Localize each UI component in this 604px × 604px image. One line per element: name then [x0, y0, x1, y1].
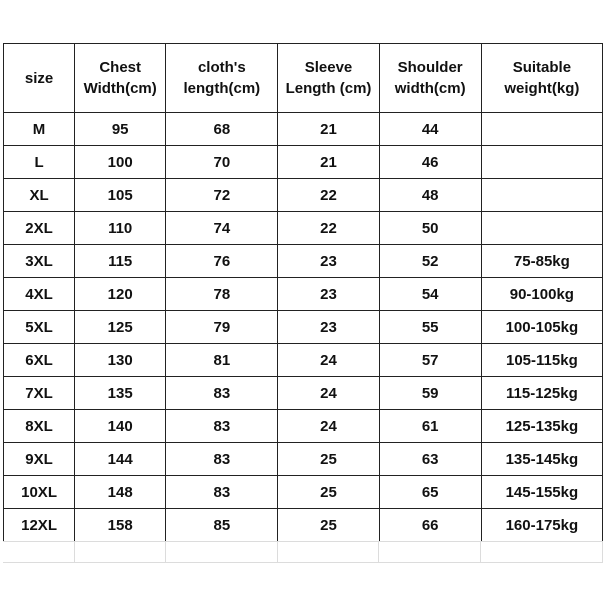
cell-shoulder-width: 59: [379, 377, 481, 410]
table-row: [4, 311, 603, 344]
cell-suitable-weight: 115-125kg: [481, 377, 602, 410]
cell-shoulder-width: 44: [379, 113, 481, 146]
table-row: [4, 344, 603, 377]
cell-size: 3XL: [4, 245, 75, 278]
cell-cloth-length: 70: [166, 146, 278, 179]
cell-chest-width: 130: [75, 344, 166, 377]
header-suitable-weight-line2: weight(kg): [504, 80, 580, 97]
cell-size: L: [4, 146, 75, 179]
header-cloth-length-line2: length(cm): [183, 80, 261, 97]
gridline: [165, 542, 166, 562]
header-size-label: size: [24, 69, 54, 87]
cell-cloth-length: 81: [166, 344, 278, 377]
cell-size: XL: [4, 179, 75, 212]
cell-shoulder-width: 63: [379, 443, 481, 476]
table-row: [4, 146, 603, 179]
cell-size: M: [4, 113, 75, 146]
cell-shoulder-width: 55: [379, 311, 481, 344]
header-chest-width-line2: Width(cm): [83, 80, 157, 97]
cell-cloth-length: 72: [166, 179, 278, 212]
size-rows: [4, 113, 603, 542]
cell-sleeve-length: 21: [278, 146, 379, 179]
cell-sleeve-length: 23: [278, 245, 379, 278]
cell-shoulder-width: 66: [379, 509, 481, 542]
cell-sleeve-length: 24: [278, 377, 379, 410]
cell-shoulder-width: 52: [379, 245, 481, 278]
cell-suitable-weight: 160-175kg: [481, 509, 602, 542]
cell-suitable-weight: 75-85kg: [481, 245, 602, 278]
header-shoulder-width-line1: Shoulder: [397, 59, 463, 76]
table-row: [4, 179, 603, 212]
cell-size: 6XL: [4, 344, 75, 377]
table-row: [4, 476, 603, 509]
cell-chest-width: 135: [75, 377, 166, 410]
cell-cloth-length: 79: [166, 311, 278, 344]
cell-suitable-weight: 105-115kg: [481, 344, 602, 377]
cell-shoulder-width: 61: [379, 410, 481, 443]
header-suitable-weight-line1: Suitable: [512, 59, 572, 76]
cell-chest-width: 140: [75, 410, 166, 443]
cell-chest-width: 158: [75, 509, 166, 542]
header-chest-width: [75, 44, 166, 113]
cell-size: 5XL: [4, 311, 75, 344]
cell-shoulder-width: 46: [379, 146, 481, 179]
cell-suitable-weight: 90-100kg: [481, 278, 602, 311]
cell-shoulder-width: 57: [379, 344, 481, 377]
header-cloth-length: [166, 44, 278, 113]
cell-suitable-weight: [481, 146, 602, 179]
table-row: [4, 443, 603, 476]
cell-chest-width: 148: [75, 476, 166, 509]
size-chart-table: [3, 43, 603, 542]
cell-size: 2XL: [4, 212, 75, 245]
header-shoulder-width-line2: width(cm): [394, 80, 466, 97]
gridline: [74, 542, 75, 562]
cell-sleeve-length: 23: [278, 311, 379, 344]
header-chest-width-line1: Chest: [99, 59, 142, 76]
cell-cloth-length: 76: [166, 245, 278, 278]
cell-sleeve-length: 22: [278, 212, 379, 245]
cell-size: 9XL: [4, 443, 75, 476]
cell-sleeve-length: 24: [278, 344, 379, 377]
cell-sleeve-length: 25: [278, 476, 379, 509]
cell-cloth-length: 83: [166, 476, 278, 509]
cell-cloth-length: 74: [166, 212, 278, 245]
cell-chest-width: 95: [75, 113, 166, 146]
gridline: [378, 542, 379, 562]
cell-suitable-weight: 145-155kg: [481, 476, 602, 509]
header-cloth-length-line1: cloth's: [197, 59, 246, 76]
cell-shoulder-width: 48: [379, 179, 481, 212]
cell-cloth-length: 83: [166, 410, 278, 443]
cell-cloth-length: 68: [166, 113, 278, 146]
cell-sleeve-length: 21: [278, 113, 379, 146]
cell-cloth-length: 83: [166, 377, 278, 410]
cell-sleeve-length: 22: [278, 179, 379, 212]
gridline: [602, 542, 603, 562]
cell-chest-width: 144: [75, 443, 166, 476]
gridline: [277, 542, 278, 562]
gridline: [480, 542, 481, 562]
header-row: [4, 44, 603, 113]
cell-chest-width: 125: [75, 311, 166, 344]
cell-size: 8XL: [4, 410, 75, 443]
header-suitable-weight: [481, 44, 602, 113]
spreadsheet-gridlines: [3, 541, 603, 563]
cell-suitable-weight: 135-145kg: [481, 443, 602, 476]
cell-size: 7XL: [4, 377, 75, 410]
cell-chest-width: 120: [75, 278, 166, 311]
cell-chest-width: 105: [75, 179, 166, 212]
table-row: [4, 377, 603, 410]
cell-suitable-weight: [481, 212, 602, 245]
cell-chest-width: 115: [75, 245, 166, 278]
cell-size: 12XL: [4, 509, 75, 542]
cell-cloth-length: 83: [166, 443, 278, 476]
cell-suitable-weight: 125-135kg: [481, 410, 602, 443]
cell-chest-width: 110: [75, 212, 166, 245]
header-sleeve-length-line1: Sleeve: [304, 59, 353, 76]
header-shoulder-width: [379, 44, 481, 113]
table-row: [4, 278, 603, 311]
cell-suitable-weight: [481, 179, 602, 212]
cell-shoulder-width: 54: [379, 278, 481, 311]
cell-sleeve-length: 23: [278, 278, 379, 311]
header-size: [4, 44, 75, 113]
table-row: [4, 410, 603, 443]
cell-shoulder-width: 50: [379, 212, 481, 245]
cell-shoulder-width: 65: [379, 476, 481, 509]
header-sleeve-length-line2: Length (cm): [285, 80, 372, 97]
cell-cloth-length: 85: [166, 509, 278, 542]
table-row: [4, 509, 603, 542]
cell-cloth-length: 78: [166, 278, 278, 311]
cell-size: 4XL: [4, 278, 75, 311]
table-row: [4, 212, 603, 245]
cell-chest-width: 100: [75, 146, 166, 179]
table-row: [4, 245, 603, 278]
table-row: [4, 113, 603, 146]
header-sleeve-length: [278, 44, 379, 113]
cell-sleeve-length: 25: [278, 443, 379, 476]
cell-sleeve-length: 24: [278, 410, 379, 443]
cell-sleeve-length: 25: [278, 509, 379, 542]
cell-suitable-weight: 100-105kg: [481, 311, 602, 344]
cell-size: 10XL: [4, 476, 75, 509]
cell-suitable-weight: [481, 113, 602, 146]
